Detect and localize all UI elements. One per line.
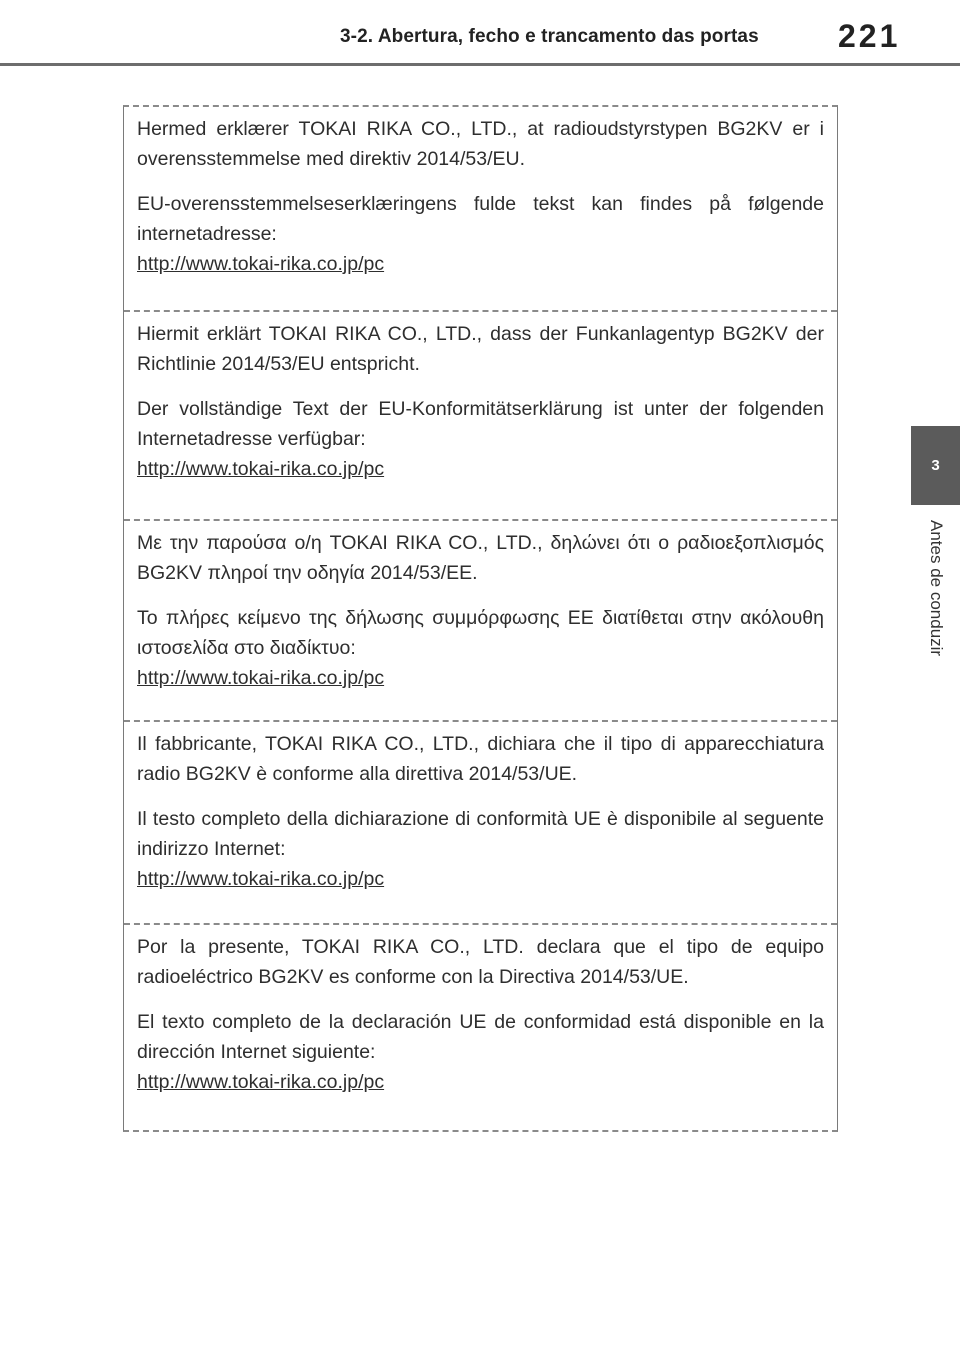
declarations-box (123, 105, 838, 1132)
declaration-statement: Με την παρούσα ο/η TOKAI RIKA CO., LTD., δηλώνει ότι ο ραδιοεξοπλισμός BG2KV πληροί την οδηγία 2014/53/ΕΕ. (137, 532, 824, 584)
declaration-availability: Il testo completo della dichiarazione di conformità UE è disponibile al seguente indirizzo Internet: (137, 808, 824, 860)
declaration-spanish (124, 925, 837, 1130)
declaration-url-link[interactable]: http://www.tokai-rika.co.jp/pc (137, 253, 385, 275)
declaration-italian (124, 722, 837, 925)
declaration-url-link[interactable]: http://www.tokai-rika.co.jp/pc (137, 458, 385, 480)
declaration-statement: Hermed erklærer TOKAI RIKA CO., LTD., at radioudstyrstypen BG2KV er i overensstemmelse med direktiv 2014/53/EU. (137, 118, 824, 170)
section-title: 3-2. Abertura, fecho e trancamento das portas (340, 26, 759, 47)
chapter-tab (911, 426, 960, 505)
declaration-greek (124, 521, 837, 722)
declaration-statement: Por la presente, TOKAI RIKA CO., LTD. declara que el tipo de equipo radioeléctrico BG2KV es conforme con la Directiva 2014/53/UE. (137, 936, 824, 988)
declaration-availability: EU-overensstemmelseserklæringens fulde tekst kan findes på følgende internetadresse: (137, 193, 824, 245)
declaration-availability: Το πλήρες κείμενο της δήλωσης συμμόρφωσης ΕΕ διατίθεται στην ακόλουθη ιστοσελίδα στο διαδίκτυο: (137, 607, 824, 659)
declaration-german (124, 312, 837, 521)
declaration-url-link[interactable]: http://www.tokai-rika.co.jp/pc (137, 868, 385, 890)
page-header (0, 0, 960, 66)
declaration-availability: Der vollständige Text der EU-Konformitätserklärung ist unter der folgenden Internetadresse verfügbar: (137, 398, 824, 450)
chapter-number: 3 (931, 457, 940, 474)
declaration-danish (124, 107, 837, 312)
declaration-statement: Hiermit erklärt TOKAI RIKA CO., LTD., dass der Funkanlagentyp BG2KV der Richtlinie 2014/53/EU entspricht. (137, 323, 824, 375)
declaration-availability: El texto completo de la declaración UE de conformidad está disponible en la dirección Internet siguiente: (137, 1011, 824, 1063)
chapter-label: Antes de conduzir (927, 520, 946, 657)
declaration-url-link[interactable]: http://www.tokai-rika.co.jp/pc (137, 667, 385, 689)
page-number: 221 (838, 18, 901, 54)
declaration-statement: Il fabbricante, TOKAI RIKA CO., LTD., dichiara che il tipo di apparecchiatura radio BG2KV è conforme alla direttiva 2014/53/UE. (137, 733, 824, 785)
declaration-url-link[interactable]: http://www.tokai-rika.co.jp/pc (137, 1071, 385, 1093)
